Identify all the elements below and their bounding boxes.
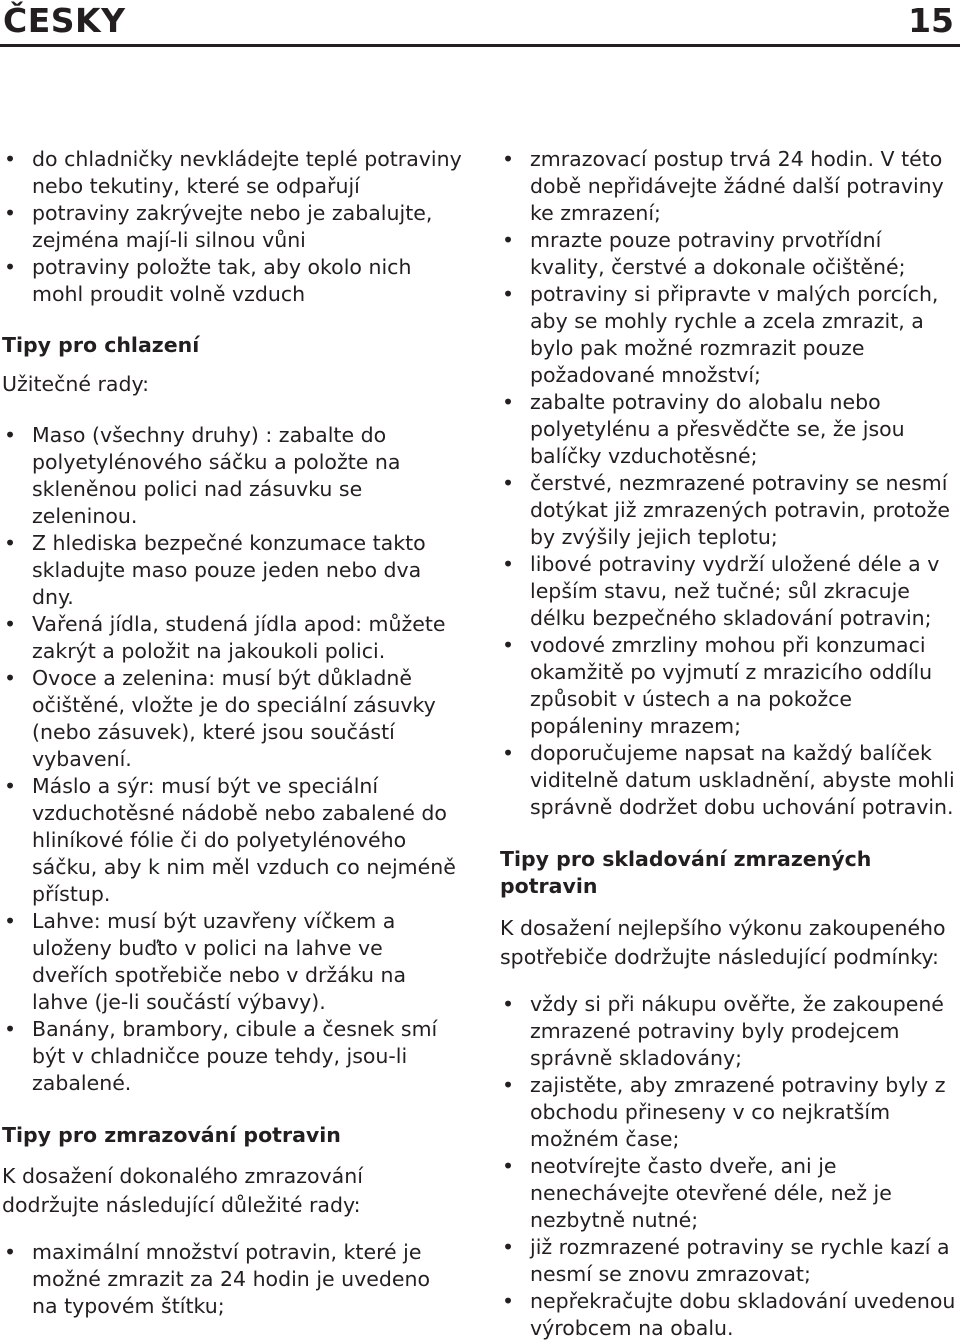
list-item: • Maso (všechny druhy) : zabalte do polyetylénového sáčku a položte na skleněnou polici nad zásuvku se zeleninou.	[2, 422, 462, 530]
freezing-tips-list-continued	[500, 146, 960, 821]
list-item: • potraviny si připravte v malých porcích, aby se mohly rychle a zcela zmrazit, a bylo pak možné rozmrazit pouze požadované množství;	[500, 281, 960, 389]
cooling-heading: Tipy pro chlazení	[2, 333, 200, 357]
list-item: • Z hlediska bezpečné konzumace takto skladujte maso pouze jeden nebo dva dny.	[2, 530, 462, 611]
storage-tips-list	[500, 991, 960, 1342]
list-item: • potraviny položte tak, aby okolo nich mohl proudit volně vzduch	[2, 254, 462, 308]
freezing-heading: Tipy pro zmrazování potravin	[2, 1123, 341, 1147]
storage-heading: Tipy pro skladování zmrazených potravin	[500, 847, 872, 898]
list-item: • do chladničky nevkládejte teplé potraviny nebo tekutiny, které se odpařují	[2, 146, 462, 200]
list-item: • doporučujeme napsat na každý balíček viditelně datum uskladnění, abyste mohli správně dodržet dobu uchování potravin.	[500, 740, 960, 821]
page-header	[0, 0, 960, 46]
page-number: 15	[908, 1, 954, 40]
useful-tips-label: Užitečné rady:	[2, 372, 150, 396]
list-item: • neotvírejte často dveře, ani je nenechávejte otevřené déle, než je nezbytně nutné;	[500, 1153, 960, 1234]
list-item: • Banány, brambory, cibule a česnek smí být v chladničce pouze tehdy, jsou-li zabalené.	[2, 1016, 462, 1097]
list-item: • nepřekračujte dobu skladování uvedenou výrobcem na obalu.	[500, 1288, 960, 1342]
list-item: • zabalte potraviny do alobalu nebo polyetylénu a přesvědčte se, že jsou balíčky vzduchotěsné;	[500, 389, 960, 470]
list-item: • zajistěte, aby zmrazené potraviny byly z obchodu přineseny v co nejkratším možném čase;	[500, 1072, 960, 1153]
list-item: • zmrazovací postup trvá 24 hodin. V této době nepřidávejte žádné další potraviny ke zmrazení;	[500, 146, 960, 227]
right-column	[500, 146, 960, 1342]
freezing-tips-list	[2, 1239, 462, 1320]
list-item: • již rozmrazené potraviny se rychle kazí a nesmí se znovu zmrazovat;	[500, 1234, 960, 1288]
freezing-intro: K dosažení dokonalého zmrazování dodržujte následující důležité rady:	[2, 1164, 363, 1217]
list-item: • maximální množství potravin, které je možné zmrazit za 24 hodin je uvedeno na typovém štítku;	[2, 1239, 462, 1320]
list-item: • Vařená jídla, studená jídla apod: můžete zakrýt a položit na jakoukoli polici.	[2, 611, 462, 665]
list-item: • Máslo a sýr: musí být ve speciální vzduchotěsné nádobě nebo zabalené do hliníkové fólie či do polyetylénového sáčku, aby k nim měl vzduch co nejméně přístup.	[2, 773, 462, 908]
list-item: • Ovoce a zelenina: musí být důkladně očištěné, vložte je do speciální zásuvky (nebo zásuvek), které jsou součástí vybavení.	[2, 665, 462, 773]
list-item: • čerstvé, nezmrazené potraviny se nesmí dotýkat již zmrazených potravin, protože by zvýšily jejich teplotu;	[500, 470, 960, 551]
list-item: • mrazte pouze potraviny prvotřídní kvality, čerstvé a dokonale očištěné;	[500, 227, 960, 281]
language-label: ČESKY	[3, 1, 126, 40]
list-item: • libové potraviny vydrží uložené déle a v lepším stavu, než tučné; sůl zkracuje délku bezpečného skladování potravin;	[500, 551, 960, 632]
cooling-tips-list	[2, 422, 462, 1097]
storage-intro: K dosažení nejlepšího výkonu zakoupeného spotřebiče dodržujte následující podmínky:	[500, 916, 946, 969]
list-item: • potraviny zakrývejte nebo je zabalujte, zejména mají-li silnou vůni	[2, 200, 462, 254]
general-tips-list	[2, 146, 462, 308]
left-column	[2, 146, 462, 1320]
header-rule	[0, 44, 960, 47]
list-item: • vždy si při nákupu ověřte, že zakoupené zmrazené potraviny byly prodejcem správně skladovány;	[500, 991, 960, 1072]
list-item: • Lahve: musí být uzavřeny víčkem a uloženy buďto v polici na lahve ve dveřích spotřebiče nebo v držáku na lahve (je-li součástí výbavy).	[2, 908, 462, 1016]
list-item: • vodové zmrzliny mohou při konzumaci okamžitě po vyjmutí z mrazicího oddílu způsobit v ústech a na pokožce popáleniny mrazem;	[500, 632, 960, 740]
